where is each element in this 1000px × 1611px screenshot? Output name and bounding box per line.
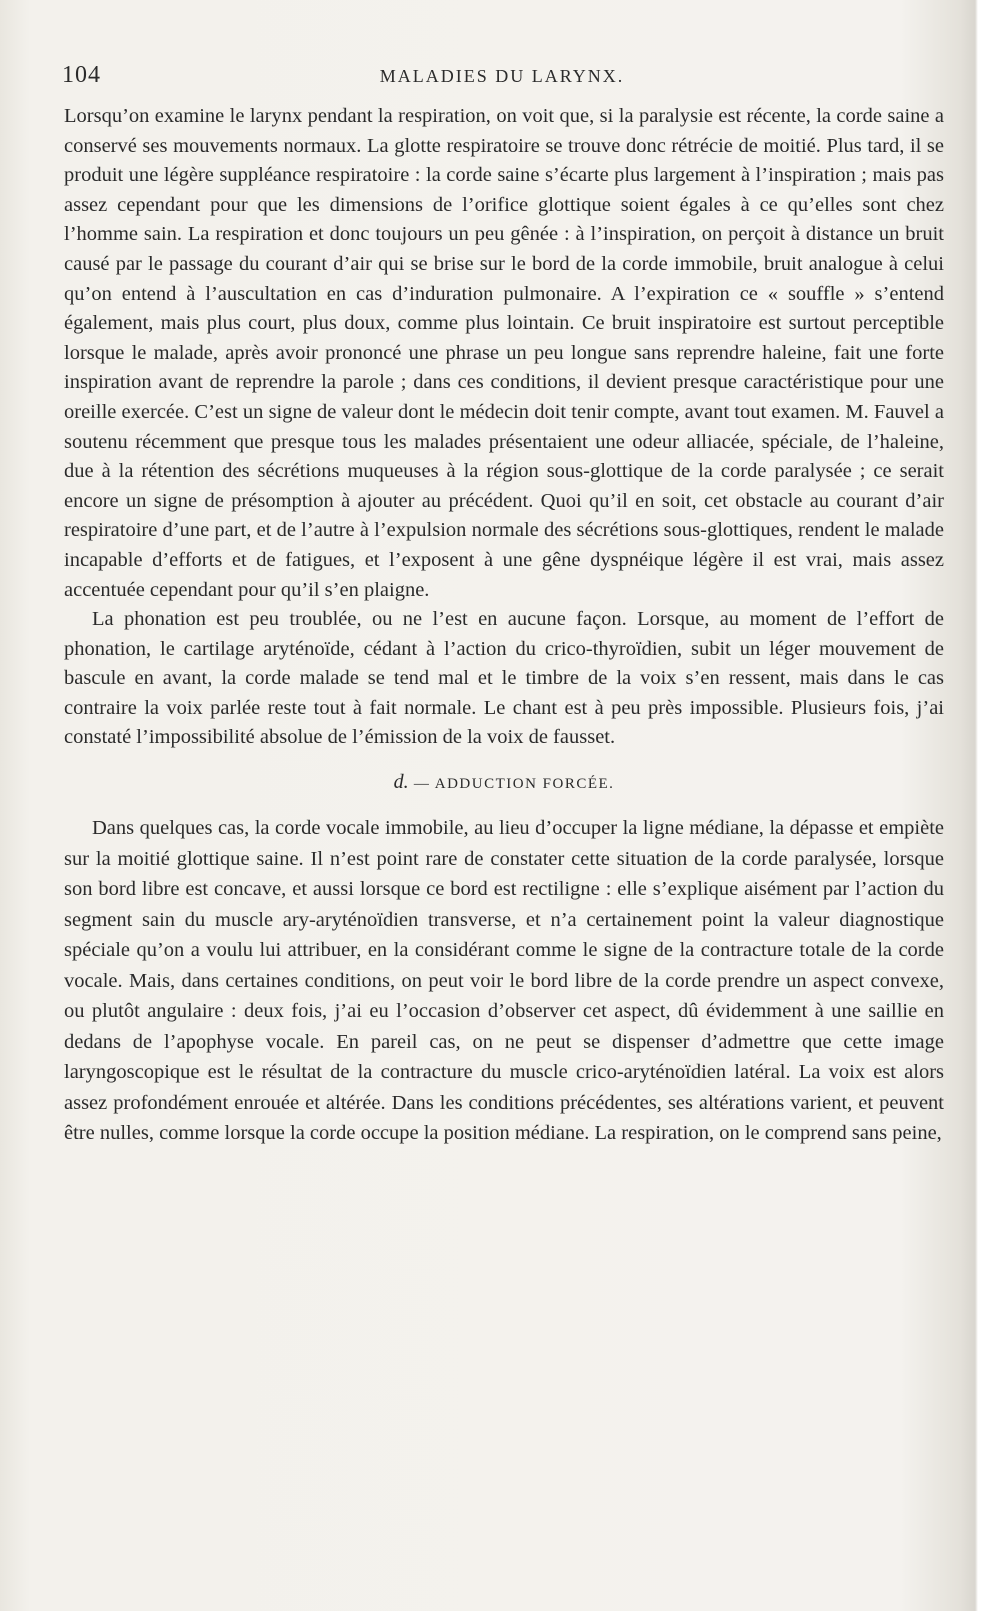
paragraph-respiration: Lorsqu’on examine le larynx pendant la respiration, on voit que, si la paralysie est récente, la corde saine a conservé ses mouvements normaux. La glotte respiratoire se trouve donc rétrécie de moitié. Plus tard, il se produit une légère suppléance respiratoire : la corde saine s’écarte plus largement à l’inspiration ; mais pas assez cependant pour que les dimensions de l’orifice glottique soient égales à ce qu’elles sont chez l’homme sain. La respiration et donc toujours un peu gênée : à l’inspiration, on perçoit à distance un bruit causé par le passage du courant d’air qui se brise sur le bord de la corde immobile, bruit analogue à celui qu’on entend à l’auscultation en cas d’induration pulmonaire. A l’expiration ce « souffle » s’entend également, mais plus court, plus doux, comme plus lointain. Ce bruit inspiratoire est surtout perceptible lorsque le malade, après avoir prononcé une phrase un peu longue sans reprendre haleine, fait une forte inspiration avant de reprendre la parole ; dans ces conditions, il devient presque caractéristique pour une oreille exercée. C’est un signe de valeur dont le médecin doit tenir compte, avant tout examen. M. Fauvel a soutenu récemment que presque tous les malades présentaient une odeur alliacée, spéciale, de l’haleine, due à la rétention des sécrétions muqueuses à la région sous-glottique de la corde paralysée ; ce serait encore un signe de présomption à ajouter au précédent. Quoi qu’il en soit, cet obstacle au courant d’air respiratoire d’une part, et de l’autre à l’expulsion normale des sécrétions sous-glottiques, rendent le malade incapable d’efforts et de fatigues, et l’exposent à une gêne dyspnéique légère il est vrai, mais assez accentuée cependant pour qu’il s’en plaigne. <box>64 105 944 601</box>
section-heading <box>64 771 944 795</box>
section-letter: d. <box>393 771 409 794</box>
paragraph-phonation: La phonation est peu troublée, ou ne l’est en aucune façon. Lorsque, au moment de l’effort de phonation, le cartilage aryténoïde, cédant à l’action du crico-thyroïdien, subit un léger mouvement de bascule en avant, la corde malade se tend mal et le timbre de la voix s’en ressent, mais dans le cas contraire la voix parlée reste tout à fait normale. Le chant est à peu près impossible. Plusieurs fois, j’ai constaté l’impossibilité absolue de l’émission de la voix de fausset. <box>64 608 944 749</box>
body-text <box>64 102 944 1149</box>
page-header <box>62 62 942 92</box>
section-dash: — <box>413 776 431 793</box>
page-number: 104 <box>62 62 101 88</box>
running-title: MALADIES DU LARYNX. <box>379 66 625 86</box>
section-title: ADDUCTION FORCÉE. <box>434 776 615 793</box>
paragraph-adduction: Dans quelques cas, la corde vocale immobile, au lieu d’occuper la ligne médiane, la dépasse et empiète sur la moitié glottique saine. Il n’est point rare de constater cette situation de la corde paralysée, lorsque son bord libre est concave, et aussi lorsque ce bord est rectiligne : elle s’explique aisément par l’action du segment sain du muscle ary-aryténoïdien transverse, et n’a certainement point la valeur diagnostique spéciale qu’on a voulu lui attribuer, en la considérant comme le signe de la contracture totale de la corde vocale. Mais, dans certaines conditions, on peut voir le bord libre de la corde prendre un aspect convexe, ou plutôt angulaire : deux fois, j’ai eu l’occasion d’observer cet aspect, dû évidemment à une saillie en dedans de l’apophyse vocale. En pareil cas, on ne peut se dispenser d’admettre que cette image laryngoscopique est le résultat de la contracture du muscle crico-aryténoïdien latéral. La voix est alors assez profondément enrouée et altérée. Dans les conditions précédentes, ses altérations varient, et peuvent être nulles, comme lorsque la corde occupe la position médiane. La respiration, on le comprend sans peine, <box>64 817 944 1145</box>
